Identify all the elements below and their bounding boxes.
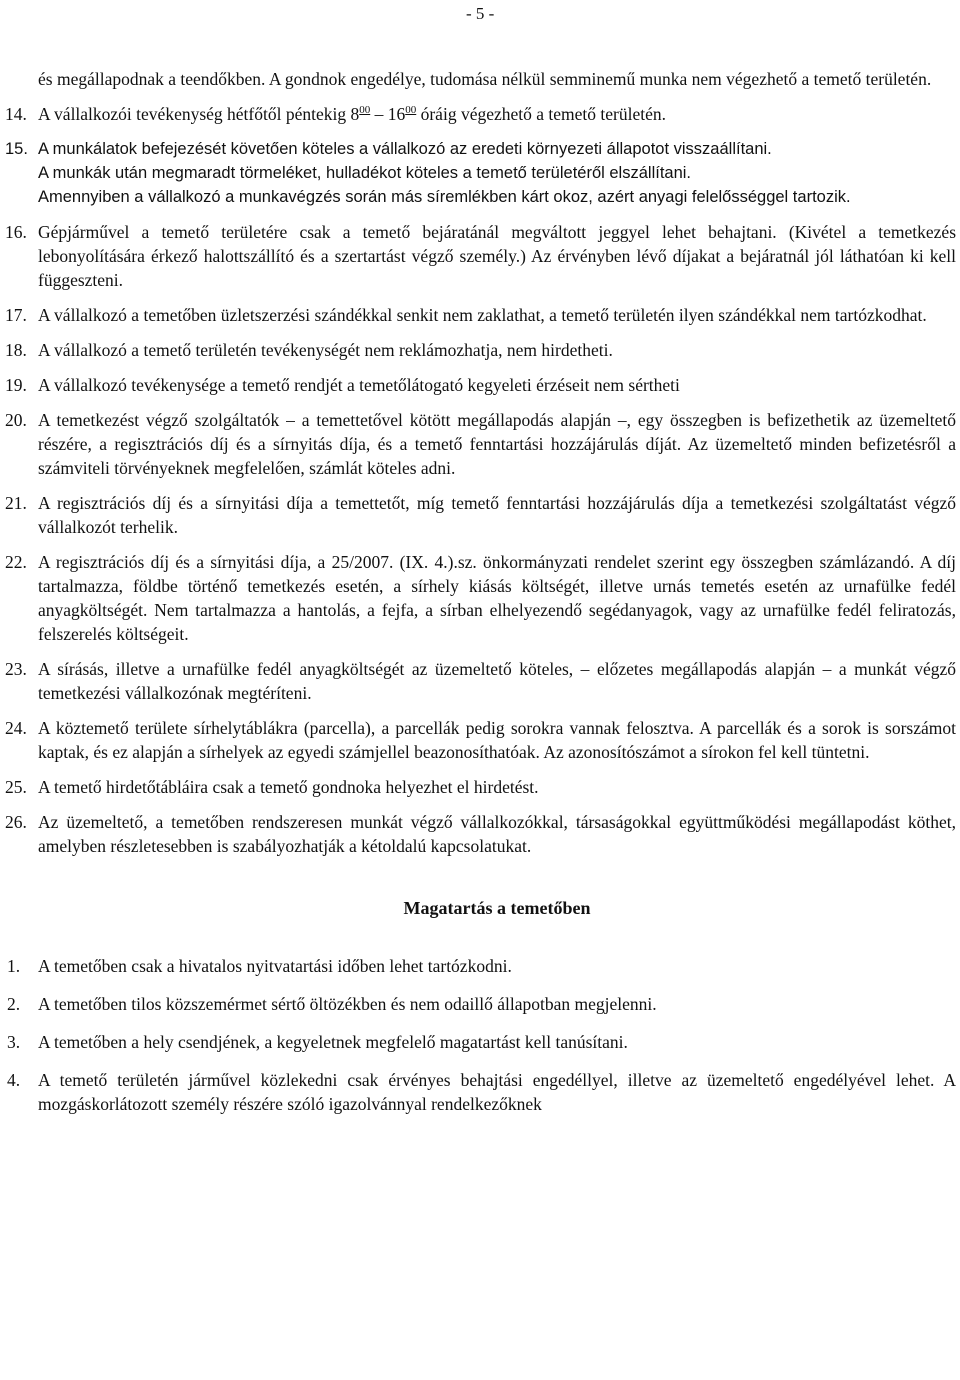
page-number: - 5 - [466, 4, 495, 23]
list-item [5, 657, 956, 705]
item-text: A sírásás, illetve a urnafülke fedél anyagköltségét az üzemeltető köteles, – előzetes megállapodás alapján – a munkát végző temetkezési vállalkozónak megtéríteni. [38, 659, 956, 703]
list-item [5, 137, 956, 209]
item-number: 23. [5, 659, 27, 679]
item-text: A temetkezést végző szolgáltatók – a temettetővel kötött megállapodás alapján –, egy összegben is befizethetik az üzemeltető részére, a regisztrációs díj és a sírnyitás díja, és a temető fenntartási hozzájárulás díját. Az üzemeltető minden befizetésről a számviteli törvényeknek megfelelően, számlát köteles adni. [38, 410, 956, 478]
item-number: 16. [5, 222, 27, 242]
item-number: 26. [5, 812, 27, 832]
item-text: A temető hirdetőtábláira csak a temető gondnoka helyezhet el hirdetést. [38, 777, 539, 797]
item-text: A köztemető területe sírhelytáblákra (parcella), a parcellák pedig sorokra vannak felosztva. A parcellák és a sorok is sorszámot kaptak, és ez alapján a sírhelyek az egyedi számjellel beazonosíthatóak. Az azonosítószámot a sírokon fel kell tüntetni. [38, 718, 956, 762]
superscript-minutes: 00 [405, 104, 417, 116]
item-number: 24. [5, 718, 27, 738]
list-item [7, 1030, 956, 1054]
item-number: 25. [5, 777, 27, 797]
list-item [5, 373, 956, 397]
item-text-part: A vállalkozói tevékenység hétfőtől péntekig 8 [38, 104, 360, 124]
item-text: A regisztrációs díj és a sírnyitási díja, a 25/2007. (IX. 4.).sz. önkormányzati rendelet szerint egy összegben számlázandó. A díj tartalmazza, földbe történő temetkezés esetén, a sírhely kiásás költségét, illetve urnás temetés esetén az urnafülke fedél anyagköltségét. Nem tartalmazza a hantolás, a fejfa, a sírban elhelyezendő segédanyagok, vagy az urnafülke fedél feliratozás, felszerelés költségeit. [38, 552, 956, 644]
intro-paragraph: és megállapodnak a teendőkben. A gondnok engedélye, tudomása nélkül semminemű munka nem végezhető a temető területén. [38, 69, 932, 89]
item-text: A regisztrációs díj és a sírnyitási díja a temettetőt, míg temető fenntartási hozzájárulás díja a temetkezési szolgáltatást végző vállalkozót terhelik. [38, 493, 956, 537]
list-item [7, 1068, 956, 1116]
superscript-minutes: 00 [359, 104, 371, 116]
numbered-list [5, 220, 956, 858]
item-text: A munkák után megmaradt törmeléket, hulladékot köteles a temető területéről elszállítani. [38, 164, 692, 182]
item-text: Gépjárművel a temető területére csak a temető bejáratánál megváltott jeggyel lehet behajtani. (Kivétel a temetkezés lebonyolítására érkező halottszállító és a szertartást végző személy.) Az érvényben lévő díjakat a bejáratnál jól láthatóan ki kell függeszteni. [38, 222, 956, 290]
list-item [7, 954, 956, 978]
item-number: 15. [5, 140, 28, 158]
item-number: 18. [5, 340, 27, 360]
list-item [5, 338, 956, 362]
item-number: 2. [7, 994, 21, 1014]
item-number: 3. [7, 1032, 21, 1052]
item-text-part: óráig végezhető a temető területén. [416, 104, 666, 124]
item-text: A temető területén járművel közlekedni csak érvényes behajtási engedéllyel, illetve az üzemeltető engedélyével lehet. A mozgáskorlátozott személy részére szóló igazolvánnyal rendelkezőknek [38, 1070, 956, 1114]
list-item [5, 810, 956, 858]
list-item [5, 775, 956, 799]
conduct-list [7, 954, 956, 1116]
section-heading: Magatartás a temetőben [403, 898, 591, 918]
list-item [7, 992, 956, 1016]
item-number: 14. [5, 104, 27, 124]
list-item [5, 102, 956, 126]
item-text: A temetőben tilos közszemérmet sértő öltözékben és nem odaillő állapotban megjelenni. [38, 994, 657, 1014]
document-body [5, 67, 956, 1130]
list-item [5, 408, 956, 480]
list-item [5, 550, 956, 646]
list-item [5, 303, 956, 327]
item-text: A temetőben a hely csendjének, a kegyeletnek megfelelő magatartást kell tanúsítani. [38, 1032, 628, 1052]
item-text: Amennyiben a vállalkozó a munkavégzés során más síremlékben kárt okoz, azért anyagi felelősséggel tartozik. [38, 188, 851, 206]
item-number: 1. [7, 956, 21, 976]
list-item [5, 491, 956, 539]
item-number: 19. [5, 375, 27, 395]
list-item [5, 220, 956, 292]
item-number: 22. [5, 552, 27, 572]
item-text: Az üzemeltető, a temetőben rendszeresen munkát végző vállalkozókkal, társaságokkal együttműködési megállapodást köthet, amelyben részletesebben is szabályozhatják a kétoldalú kapcsolatukat. [38, 812, 956, 856]
item-number: 17. [5, 305, 27, 325]
item-text: A temetőben csak a hivatalos nyitvatartási időben lehet tartózkodni. [38, 956, 512, 976]
item-text: A vállalkozó a temető területén tevékenységét nem reklámozhatja, nem hirdetheti. [38, 340, 613, 360]
item-number: 20. [5, 410, 27, 430]
item-number: 4. [7, 1070, 21, 1090]
item-number: 21. [5, 493, 27, 513]
list-item [5, 716, 956, 764]
item-text: A munkálatok befejezését követően köteles a vállalkozó az eredeti környezeti állapotot visszaállítani. [38, 140, 772, 158]
item-text [38, 102, 956, 126]
item-text: A vállalkozó a temetőben üzletszerzési szándékkal senkit nem zaklathat, a temető területén ilyen szándékkal nem tartózkodhat. [38, 305, 927, 325]
item-text-part: – 16 [370, 104, 406, 124]
item-text: A vállalkozó tevékenysége a temető rendjét a temetőlátogató kegyeleti érzéseit nem sértheti [38, 375, 680, 395]
